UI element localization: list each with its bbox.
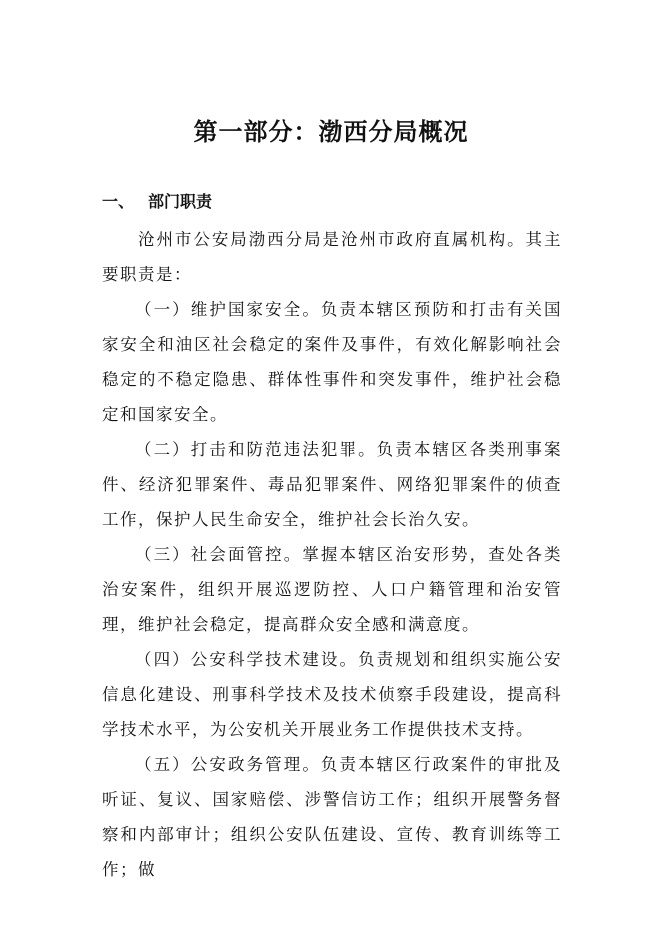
page-title: 第一部分：渤西分局概况 (193, 118, 469, 146)
paragraph-duty-2: （二）打击和防范违法犯罪。负责本辖区各类刑事案件、经济犯罪案件、毒品犯罪案件、网络犯罪案件的侦查工作，保护人民生命安全，维护社会长治久安。 (102, 440, 562, 529)
section-heading (102, 188, 212, 216)
paragraph-duty-5: （五）公安政务管理。负责本辖区行政案件的审批及听证、复议、国家赔偿、涉警信访工作；组织开展警务督察和内部审计；组织公安队伍建设、宣传、教育训练等工作；做 (102, 755, 562, 879)
paragraph-duty-4: （四）公安科学技术建设。负责规划和组织实施公安信息化建设、刑事科学技术及技术侦察手段建设，提高科学技术水平，为公安机关开展业务工作提供技术支持。 (102, 650, 562, 739)
section-title: 部门职责 (148, 192, 213, 211)
paragraph-duty-1: （一）维护国家安全。负责本辖区预防和打击有关国家安全和油区社会稳定的案件及事件，有效化解影响社会稳定的不稳定隐患、群体性事件和突发事件，维护社会稳定和国家安全。 (102, 300, 562, 424)
section-number: 一、 (102, 192, 135, 211)
document-body (102, 222, 562, 887)
paragraph-duty-3: （三）社会面管控。掌握本辖区治安形势，查处各类治安案件，组织开展巡逻防控、人口户籍管理和治安管理，维护社会稳定，提高群众安全感和满意度。 (102, 545, 562, 634)
paragraph-intro: 沧州市公安局渤西分局是沧州市政府直属机构。其主要职责是： (102, 230, 562, 284)
